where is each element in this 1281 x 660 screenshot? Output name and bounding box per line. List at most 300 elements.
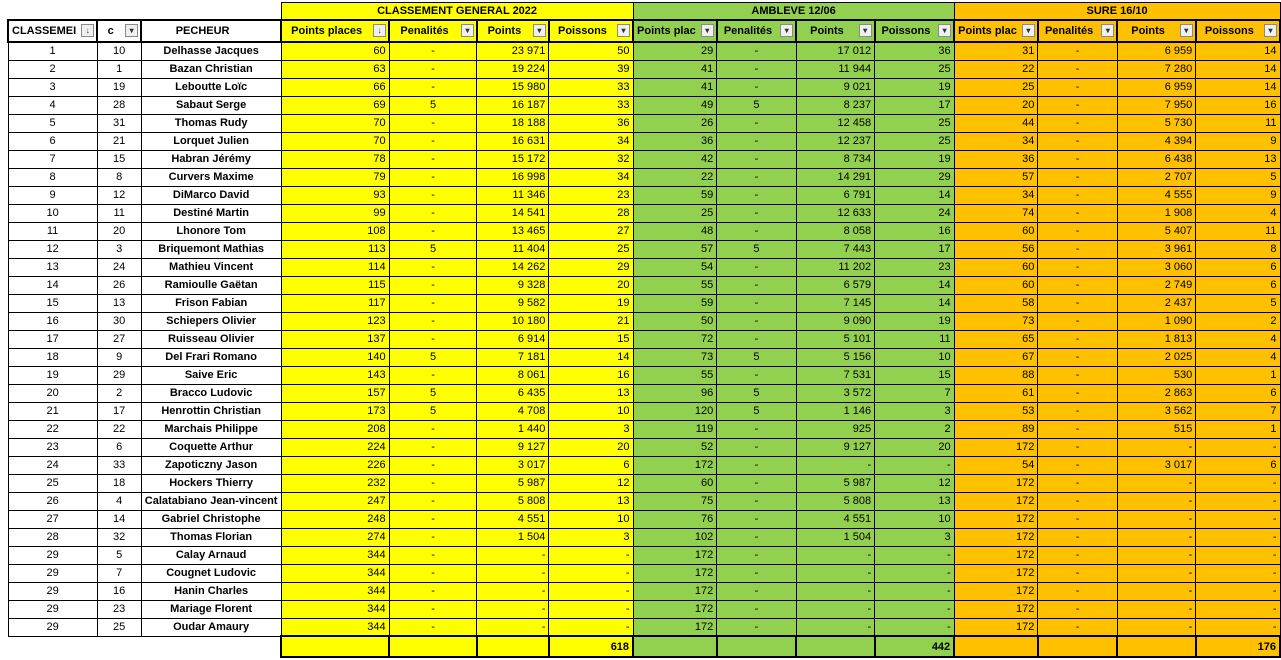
header-pecheur[interactable] <box>141 20 281 42</box>
poissons-cell[interactable]: - <box>875 582 955 600</box>
penalites-cell[interactable]: - <box>717 492 797 510</box>
poissons-cell[interactable]: 3 <box>549 528 633 546</box>
poissons-cell[interactable]: 19 <box>875 312 955 330</box>
points-cell[interactable]: 3 017 <box>1117 456 1195 474</box>
points-cell[interactable]: 4 708 <box>477 402 549 420</box>
points-cell[interactable]: 15 172 <box>477 150 549 168</box>
points-places-cell[interactable]: 344 <box>281 582 389 600</box>
points-places-cell[interactable]: 79 <box>281 168 389 186</box>
poissons-cell[interactable]: 23 <box>549 186 633 204</box>
filter-dropdown-icon[interactable]: ▾ <box>533 24 546 37</box>
penalites-cell[interactable]: - <box>389 420 477 438</box>
header-general-0[interactable] <box>281 20 389 42</box>
points-cell[interactable]: 5 101 <box>796 330 874 348</box>
penalites-cell[interactable]: - <box>389 294 477 312</box>
points-places-cell[interactable]: 99 <box>281 204 389 222</box>
filter-dropdown-icon[interactable]: ▾ <box>1022 24 1035 37</box>
points-places-cell[interactable]: 55 <box>633 366 717 384</box>
poissons-cell[interactable]: - <box>1196 438 1280 456</box>
points-places-cell[interactable]: 55 <box>633 276 717 294</box>
poissons-cell[interactable]: 6 <box>1196 456 1280 474</box>
points-cell[interactable]: 14 541 <box>477 204 549 222</box>
points-cell[interactable]: 6 791 <box>796 186 874 204</box>
poissons-cell[interactable]: 13 <box>875 492 955 510</box>
pecheur-cell[interactable]: Sabaut Serge <box>141 96 281 114</box>
poissons-cell[interactable]: 39 <box>549 60 633 78</box>
points-cell[interactable]: 11 944 <box>796 60 874 78</box>
pecheur-cell[interactable]: Coquette Arthur <box>141 438 281 456</box>
poissons-cell[interactable]: 14 <box>875 186 955 204</box>
points-cell[interactable]: 9 582 <box>477 294 549 312</box>
poissons-cell[interactable]: 33 <box>549 78 633 96</box>
pecheur-cell[interactable]: Zapoticzny Jason <box>141 456 281 474</box>
poissons-cell[interactable]: 15 <box>549 330 633 348</box>
points-cell[interactable]: - <box>477 582 549 600</box>
poissons-cell[interactable]: 50 <box>549 42 633 60</box>
penalites-cell[interactable]: - <box>717 60 797 78</box>
poissons-cell[interactable]: 8 <box>1196 240 1280 258</box>
poissons-cell[interactable]: 12 <box>549 474 633 492</box>
number-cell[interactable]: 23 <box>97 600 141 618</box>
poissons-cell[interactable]: 24 <box>875 204 955 222</box>
number-cell[interactable]: 21 <box>97 132 141 150</box>
penalites-cell[interactable]: - <box>1038 618 1118 636</box>
points-places-cell[interactable]: 29 <box>633 42 717 60</box>
points-cell[interactable]: 5 407 <box>1117 222 1195 240</box>
penalites-cell[interactable]: - <box>1038 384 1118 402</box>
rank-cell[interactable]: 27 <box>8 510 97 528</box>
points-cell[interactable]: 16 631 <box>477 132 549 150</box>
rank-cell[interactable]: 9 <box>8 186 97 204</box>
number-cell[interactable]: 19 <box>97 78 141 96</box>
points-places-cell[interactable]: 114 <box>281 258 389 276</box>
points-places-cell[interactable]: 172 <box>954 564 1038 582</box>
points-places-cell[interactable]: 31 <box>954 42 1038 60</box>
penalites-cell[interactable]: - <box>1038 60 1118 78</box>
points-cell[interactable]: 9 127 <box>477 438 549 456</box>
points-places-cell[interactable]: 172 <box>954 582 1038 600</box>
penalites-cell[interactable]: 5 <box>717 402 797 420</box>
penalites-cell[interactable]: - <box>1038 258 1118 276</box>
points-places-cell[interactable]: 172 <box>954 528 1038 546</box>
total-sure-poissons[interactable]: 176 <box>1196 636 1280 657</box>
points-cell[interactable]: 23 971 <box>477 42 549 60</box>
penalites-cell[interactable]: - <box>717 150 797 168</box>
points-cell[interactable]: 3 562 <box>1117 402 1195 420</box>
points-places-cell[interactable]: 226 <box>281 456 389 474</box>
rank-cell[interactable]: 26 <box>8 492 97 510</box>
poissons-cell[interactable]: 29 <box>875 168 955 186</box>
rank-cell[interactable]: 22 <box>8 420 97 438</box>
poissons-cell[interactable]: - <box>549 582 633 600</box>
points-places-cell[interactable]: 60 <box>633 474 717 492</box>
poissons-cell[interactable]: 23 <box>875 258 955 276</box>
points-places-cell[interactable]: 137 <box>281 330 389 348</box>
poissons-cell[interactable]: 3 <box>875 528 955 546</box>
points-places-cell[interactable]: 274 <box>281 528 389 546</box>
points-cell[interactable]: - <box>477 546 549 564</box>
points-cell[interactable]: 5 808 <box>796 492 874 510</box>
penalites-cell[interactable]: - <box>1038 96 1118 114</box>
poissons-cell[interactable]: 21 <box>549 312 633 330</box>
pecheur-cell[interactable]: Frison Fabian <box>141 294 281 312</box>
points-places-cell[interactable]: 70 <box>281 114 389 132</box>
points-places-cell[interactable]: 42 <box>633 150 717 168</box>
poissons-cell[interactable]: 6 <box>549 456 633 474</box>
number-cell[interactable]: 27 <box>97 330 141 348</box>
pecheur-cell[interactable]: Mathieu Vincent <box>141 258 281 276</box>
pecheur-cell[interactable]: Gabriel Christophe <box>141 510 281 528</box>
rank-cell[interactable]: 14 <box>8 276 97 294</box>
points-cell[interactable]: 8 058 <box>796 222 874 240</box>
rank-cell[interactable]: 7 <box>8 150 97 168</box>
number-cell[interactable]: 18 <box>97 474 141 492</box>
penalites-cell[interactable]: 5 <box>717 348 797 366</box>
penalites-cell[interactable]: - <box>389 186 477 204</box>
points-cell[interactable]: 16 998 <box>477 168 549 186</box>
points-places-cell[interactable]: 344 <box>281 564 389 582</box>
points-cell[interactable]: 6 914 <box>477 330 549 348</box>
poissons-cell[interactable]: 16 <box>1196 96 1280 114</box>
pecheur-cell[interactable]: Thomas Florian <box>141 528 281 546</box>
poissons-cell[interactable]: - <box>1196 546 1280 564</box>
points-cell[interactable]: 4 551 <box>477 510 549 528</box>
penalites-cell[interactable]: - <box>1038 402 1118 420</box>
penalites-cell[interactable]: - <box>717 276 797 294</box>
poissons-cell[interactable]: 25 <box>875 60 955 78</box>
poissons-cell[interactable]: 34 <box>549 168 633 186</box>
points-cell[interactable]: - <box>796 564 874 582</box>
points-cell[interactable]: 530 <box>1117 366 1195 384</box>
penalites-cell[interactable]: - <box>1038 294 1118 312</box>
poissons-cell[interactable]: - <box>875 618 955 636</box>
poissons-cell[interactable]: 13 <box>549 492 633 510</box>
number-cell[interactable]: 30 <box>97 312 141 330</box>
poissons-cell[interactable]: 11 <box>1196 114 1280 132</box>
pecheur-cell[interactable]: Marchais Philippe <box>141 420 281 438</box>
poissons-cell[interactable]: 4 <box>1196 204 1280 222</box>
pecheur-cell[interactable]: Delhasse Jacques <box>141 42 281 60</box>
number-cell[interactable]: 16 <box>97 582 141 600</box>
points-cell[interactable]: 12 237 <box>796 132 874 150</box>
rank-cell[interactable]: 2 <box>8 60 97 78</box>
penalites-cell[interactable]: - <box>717 258 797 276</box>
points-cell[interactable]: 1 090 <box>1117 312 1195 330</box>
poissons-cell[interactable]: - <box>549 600 633 618</box>
rank-cell[interactable]: 13 <box>8 258 97 276</box>
rank-cell[interactable]: 5 <box>8 114 97 132</box>
number-cell[interactable]: 24 <box>97 258 141 276</box>
points-places-cell[interactable]: 224 <box>281 438 389 456</box>
points-places-cell[interactable]: 58 <box>954 294 1038 312</box>
penalites-cell[interactable]: - <box>717 168 797 186</box>
points-places-cell[interactable]: 60 <box>954 258 1038 276</box>
points-cell[interactable]: 8 734 <box>796 150 874 168</box>
header-ambleve-0[interactable] <box>633 20 717 42</box>
points-places-cell[interactable]: 59 <box>633 294 717 312</box>
poissons-cell[interactable]: - <box>1196 528 1280 546</box>
points-cell[interactable]: 5 730 <box>1117 114 1195 132</box>
pecheur-cell[interactable]: DiMarco David <box>141 186 281 204</box>
pecheur-cell[interactable]: Hockers Thierry <box>141 474 281 492</box>
poissons-cell[interactable]: 12 <box>875 474 955 492</box>
total-general-poissons[interactable]: 618 <box>549 636 633 657</box>
points-cell[interactable]: 11 202 <box>796 258 874 276</box>
poissons-cell[interactable]: - <box>1196 618 1280 636</box>
rank-cell[interactable]: 1 <box>8 42 97 60</box>
penalites-cell[interactable]: - <box>1038 474 1118 492</box>
header-general-1[interactable] <box>389 20 477 42</box>
penalites-cell[interactable]: - <box>389 60 477 78</box>
penalites-cell[interactable]: - <box>717 222 797 240</box>
points-places-cell[interactable]: 60 <box>954 276 1038 294</box>
points-places-cell[interactable]: 72 <box>633 330 717 348</box>
poissons-cell[interactable]: 14 <box>875 294 955 312</box>
points-cell[interactable]: - <box>1117 546 1195 564</box>
penalites-cell[interactable]: - <box>389 312 477 330</box>
penalites-cell[interactable]: - <box>1038 492 1118 510</box>
poissons-cell[interactable]: 27 <box>549 222 633 240</box>
filter-dropdown-icon[interactable]: ▾ <box>461 24 474 37</box>
rank-cell[interactable]: 8 <box>8 168 97 186</box>
poissons-cell[interactable]: 3 <box>875 402 955 420</box>
penalites-cell[interactable]: - <box>1038 510 1118 528</box>
points-cell[interactable]: 10 180 <box>477 312 549 330</box>
poissons-cell[interactable]: 13 <box>549 384 633 402</box>
rank-cell[interactable]: 29 <box>8 600 97 618</box>
rank-cell[interactable]: 29 <box>8 582 97 600</box>
penalites-cell[interactable]: - <box>1038 114 1118 132</box>
rank-cell[interactable]: 18 <box>8 348 97 366</box>
group-header-ambleve[interactable]: AMBLEVE 12/06 <box>633 3 954 21</box>
points-cell[interactable]: - <box>796 582 874 600</box>
pecheur-cell[interactable]: Destiné Martin <box>141 204 281 222</box>
points-cell[interactable]: 6 959 <box>1117 42 1195 60</box>
poissons-cell[interactable]: 29 <box>549 258 633 276</box>
number-cell[interactable]: 5 <box>97 546 141 564</box>
points-places-cell[interactable]: 89 <box>954 420 1038 438</box>
penalites-cell[interactable]: - <box>1038 150 1118 168</box>
pecheur-cell[interactable]: Schiepers Olivier <box>141 312 281 330</box>
poissons-cell[interactable]: 19 <box>549 294 633 312</box>
points-places-cell[interactable]: 34 <box>954 186 1038 204</box>
penalites-cell[interactable]: - <box>1038 564 1118 582</box>
header-classement[interactable] <box>8 20 97 42</box>
points-places-cell[interactable]: 20 <box>954 96 1038 114</box>
number-cell[interactable]: 4 <box>97 492 141 510</box>
poissons-cell[interactable]: - <box>875 600 955 618</box>
points-places-cell[interactable]: 76 <box>633 510 717 528</box>
penalites-cell[interactable]: - <box>389 42 477 60</box>
poissons-cell[interactable]: 20 <box>875 438 955 456</box>
poissons-cell[interactable]: 14 <box>875 276 955 294</box>
number-cell[interactable]: 10 <box>97 42 141 60</box>
pecheur-cell[interactable]: Thomas Rudy <box>141 114 281 132</box>
points-cell[interactable]: - <box>1117 510 1195 528</box>
pecheur-cell[interactable]: Lhonore Tom <box>141 222 281 240</box>
pecheur-cell[interactable]: Oudar Amaury <box>141 618 281 636</box>
filter-dropdown-icon[interactable]: ▾ <box>1101 24 1114 37</box>
points-cell[interactable]: - <box>1117 582 1195 600</box>
filter-dropdown-icon[interactable]: ▾ <box>701 24 714 37</box>
penalites-cell[interactable]: - <box>389 168 477 186</box>
penalites-cell[interactable]: - <box>389 330 477 348</box>
poissons-cell[interactable]: 15 <box>875 366 955 384</box>
number-cell[interactable]: 20 <box>97 222 141 240</box>
points-places-cell[interactable]: 157 <box>281 384 389 402</box>
points-cell[interactable]: - <box>796 600 874 618</box>
points-cell[interactable]: - <box>1117 474 1195 492</box>
penalites-cell[interactable]: - <box>1038 546 1118 564</box>
points-places-cell[interactable]: 36 <box>633 132 717 150</box>
points-places-cell[interactable]: 344 <box>281 618 389 636</box>
points-cell[interactable]: 1 146 <box>796 402 874 420</box>
points-places-cell[interactable]: 120 <box>633 402 717 420</box>
penalites-cell[interactable]: 5 <box>389 402 477 420</box>
penalites-cell[interactable]: - <box>1038 366 1118 384</box>
poissons-cell[interactable]: 14 <box>549 348 633 366</box>
points-cell[interactable]: 3 017 <box>477 456 549 474</box>
penalites-cell[interactable]: - <box>389 438 477 456</box>
pecheur-cell[interactable]: Ramioulle Gaëtan <box>141 276 281 294</box>
poissons-cell[interactable]: 25 <box>875 114 955 132</box>
pecheur-cell[interactable]: Lorquet Julien <box>141 132 281 150</box>
points-places-cell[interactable]: 75 <box>633 492 717 510</box>
points-cell[interactable]: 11 346 <box>477 186 549 204</box>
poissons-cell[interactable]: 11 <box>1196 222 1280 240</box>
points-places-cell[interactable]: 49 <box>633 96 717 114</box>
poissons-cell[interactable]: 14 <box>1196 78 1280 96</box>
filter-dropdown-icon[interactable]: ▾ <box>1180 24 1193 37</box>
number-cell[interactable]: 8 <box>97 168 141 186</box>
penalites-cell[interactable]: - <box>717 600 797 618</box>
penalites-cell[interactable]: - <box>389 600 477 618</box>
points-cell[interactable]: - <box>1117 618 1195 636</box>
poissons-cell[interactable]: - <box>875 564 955 582</box>
poissons-cell[interactable]: 13 <box>1196 150 1280 168</box>
penalites-cell[interactable]: - <box>389 366 477 384</box>
penalites-cell[interactable]: - <box>389 132 477 150</box>
poissons-cell[interactable]: - <box>549 546 633 564</box>
poissons-cell[interactable]: - <box>549 564 633 582</box>
penalites-cell[interactable]: - <box>389 582 477 600</box>
points-cell[interactable]: 5 987 <box>477 474 549 492</box>
pecheur-cell[interactable]: Bracco Ludovic <box>141 384 281 402</box>
poissons-cell[interactable]: 4 <box>1196 330 1280 348</box>
points-places-cell[interactable]: 115 <box>281 276 389 294</box>
points-cell[interactable]: 16 187 <box>477 96 549 114</box>
penalites-cell[interactable]: - <box>1038 582 1118 600</box>
points-places-cell[interactable]: 172 <box>633 600 717 618</box>
filter-dropdown-icon[interactable]: ▾ <box>617 24 630 37</box>
points-cell[interactable]: 12 458 <box>796 114 874 132</box>
number-cell[interactable]: 9 <box>97 348 141 366</box>
number-cell[interactable]: 26 <box>97 276 141 294</box>
points-places-cell[interactable]: 96 <box>633 384 717 402</box>
penalites-cell[interactable]: - <box>1038 456 1118 474</box>
points-places-cell[interactable]: 57 <box>954 168 1038 186</box>
poissons-cell[interactable]: 5 <box>1196 294 1280 312</box>
points-cell[interactable]: 13 465 <box>477 222 549 240</box>
filter-dropdown-icon[interactable]: ▾ <box>780 24 793 37</box>
points-cell[interactable]: 2 025 <box>1117 348 1195 366</box>
points-places-cell[interactable]: 93 <box>281 186 389 204</box>
penalites-cell[interactable]: - <box>1038 276 1118 294</box>
points-cell[interactable]: - <box>796 618 874 636</box>
points-cell[interactable]: 1 908 <box>1117 204 1195 222</box>
header-number[interactable] <box>97 20 141 42</box>
points-places-cell[interactable]: 22 <box>954 60 1038 78</box>
points-places-cell[interactable]: 248 <box>281 510 389 528</box>
points-cell[interactable]: - <box>477 600 549 618</box>
points-cell[interactable]: 2 437 <box>1117 294 1195 312</box>
header-ambleve-2[interactable] <box>796 20 874 42</box>
points-places-cell[interactable]: 56 <box>954 240 1038 258</box>
number-cell[interactable]: 22 <box>97 420 141 438</box>
penalites-cell[interactable]: - <box>1038 600 1118 618</box>
poissons-cell[interactable]: 9 <box>1196 132 1280 150</box>
penalites-cell[interactable]: - <box>1038 420 1118 438</box>
points-cell[interactable]: 7 145 <box>796 294 874 312</box>
points-cell[interactable]: 6 579 <box>796 276 874 294</box>
points-cell[interactable]: 1 440 <box>477 420 549 438</box>
penalites-cell[interactable]: - <box>389 78 477 96</box>
number-cell[interactable]: 7 <box>97 564 141 582</box>
poissons-cell[interactable]: 14 <box>1196 42 1280 60</box>
number-cell[interactable]: 3 <box>97 240 141 258</box>
poissons-cell[interactable]: - <box>875 546 955 564</box>
number-cell[interactable]: 1 <box>97 60 141 78</box>
points-cell[interactable]: - <box>1117 528 1195 546</box>
points-places-cell[interactable]: 44 <box>954 114 1038 132</box>
penalites-cell[interactable]: - <box>389 528 477 546</box>
penalites-cell[interactable]: 5 <box>389 240 477 258</box>
points-places-cell[interactable]: 63 <box>281 60 389 78</box>
penalites-cell[interactable]: - <box>389 510 477 528</box>
penalites-cell[interactable]: - <box>717 78 797 96</box>
points-places-cell[interactable]: 59 <box>633 186 717 204</box>
points-places-cell[interactable]: 53 <box>954 402 1038 420</box>
points-places-cell[interactable]: 232 <box>281 474 389 492</box>
points-places-cell[interactable]: 119 <box>633 420 717 438</box>
penalites-cell[interactable]: - <box>717 564 797 582</box>
penalites-cell[interactable]: - <box>717 618 797 636</box>
penalites-cell[interactable]: - <box>717 204 797 222</box>
penalites-cell[interactable]: - <box>389 204 477 222</box>
points-places-cell[interactable]: 123 <box>281 312 389 330</box>
penalites-cell[interactable]: - <box>717 132 797 150</box>
points-cell[interactable]: 9 021 <box>796 78 874 96</box>
rank-cell[interactable]: 12 <box>8 240 97 258</box>
rank-cell[interactable]: 21 <box>8 402 97 420</box>
poissons-cell[interactable]: 6 <box>1196 384 1280 402</box>
penalites-cell[interactable]: - <box>1038 240 1118 258</box>
number-cell[interactable]: 25 <box>97 618 141 636</box>
penalites-cell[interactable]: - <box>1038 78 1118 96</box>
points-places-cell[interactable]: 172 <box>633 582 717 600</box>
points-cell[interactable]: 7 181 <box>477 348 549 366</box>
poissons-cell[interactable]: 20 <box>549 438 633 456</box>
penalites-cell[interactable]: - <box>717 42 797 60</box>
poissons-cell[interactable]: - <box>549 618 633 636</box>
sort-filter-icon[interactable]: ↓ <box>81 24 94 37</box>
poissons-cell[interactable]: 11 <box>875 330 955 348</box>
header-general-2[interactable] <box>477 20 549 42</box>
points-places-cell[interactable]: 172 <box>954 510 1038 528</box>
poissons-cell[interactable]: 20 <box>549 276 633 294</box>
points-places-cell[interactable]: 26 <box>633 114 717 132</box>
points-cell[interactable]: - <box>796 546 874 564</box>
